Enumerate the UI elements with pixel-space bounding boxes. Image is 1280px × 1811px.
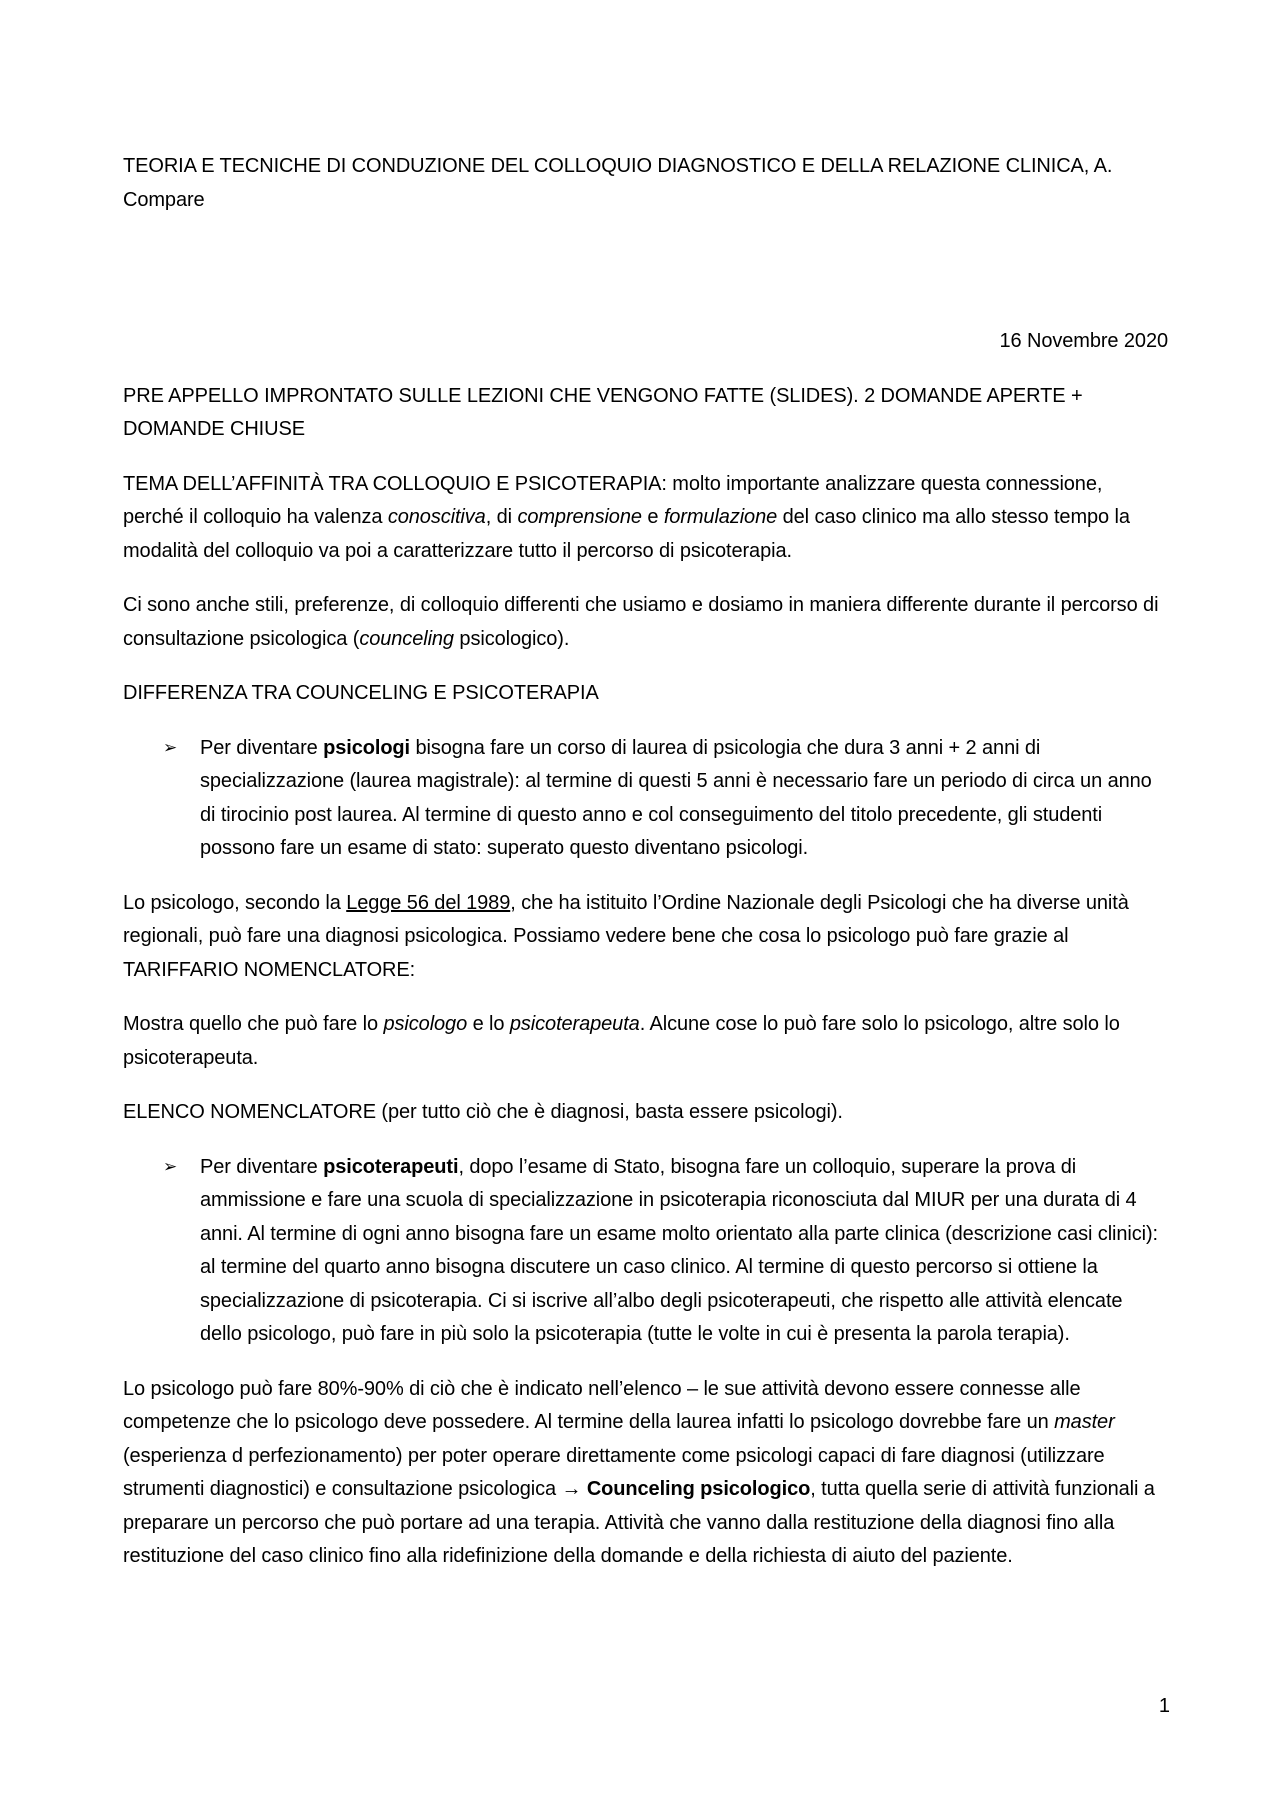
section-heading-differenza: DIFFERENZA TRA COUNCELING E PSICOTERAPIA (123, 682, 599, 704)
text-run: Mostra quello che può fare lo (123, 1013, 384, 1035)
document-body (123, 150, 1168, 1595)
italic-text: formulazione (663, 506, 778, 528)
italic-text: conoscitiva (387, 506, 486, 528)
paragraph-legge (123, 887, 1168, 988)
text-run: bisogna fare un corso di laurea di psicologia che dura 3 anni + 2 anni di specializzazione (laurea magistrale): al termine di questi 5 anni è necessario fare un periodo di circa un anno di tirocinio post laurea. Al termine di questo anno e col conseguimento del titolo precedente, gli studenti possono fare un esame di stato: superato questo diventano psicologi. (200, 736, 1152, 859)
paragraph-affinita (123, 468, 1168, 569)
italic-text: psicologo (383, 1013, 468, 1035)
right-arrow-icon: → (561, 1478, 582, 1500)
bullet-item-psicoterapeuti (123, 1151, 1168, 1352)
bold-text: psicoterapeuti (323, 1155, 459, 1178)
paragraph-stili (123, 589, 1168, 656)
paragraph-psicologo-percentuale (123, 1373, 1168, 1574)
text-run: , dopo l’esame di Stato, bisogna fare un colloquio, superare la prova di ammissione e fare una scuola di specializzazione in psicoterapia riconosciuta dal MIUR per una durata di 4 anni. Al termine di ogni anno bisogna fare un esame molto orientato alla parte clinica (descrizione casi clinici): al termine del quarto anno bisogna discutere un caso clinico. Al termine di questo percorso si ottiene la specializzazione di psicoterapia. Ci si iscrive all’albo degli psicoterapeuti, che rispetto alle attività elencate dello psicologo, può fare in più solo la psicoterapia (tutte le volte in cui è presenta la parola terapia). (200, 1155, 1159, 1345)
document-date: 16 Novembre 2020 (999, 330, 1168, 352)
underlined-law-reference: Legge 56 del 1989 (346, 891, 511, 914)
text-run: Ci sono anche stili, preferenze, di colloquio differenti che usiamo e dosiamo in maniera differente durante il percorso di consultazione psicologica ( (123, 594, 1159, 650)
italic-text: counceling (359, 627, 454, 650)
text-run: Per diventare (200, 736, 324, 759)
text-run: , che ha istituito l’Ordine Nazionale degli Psicologi che ha diverse unità regionali, può fare una diagnosi psicologica. Possiamo vedere bene che cosa lo psicologo può fare grazie al TARIFFARIO NOMENCLATORE: (123, 891, 1129, 981)
paragraph-pre-appello: PRE APPELLO IMPRONTATO SULLE LEZIONI CHE VENGONO FATTE (SLIDES). 2 DOMANDE APERTE + DOMANDE CHIUSE (123, 384, 1083, 440)
text-run: . Alcune cose lo può fare solo lo psicologo, altre solo lo psicoterapeuta. (123, 1013, 1120, 1069)
text-run: Per diventare (200, 1155, 324, 1178)
italic-text: master (1054, 1411, 1115, 1433)
text-run: del caso clinico ma allo stesso tempo la modalità del colloquio va poi a caratterizzare tutto il percorso di psicoterapia. (123, 506, 1130, 562)
text-run: TEMA DELL’AFFINITÀ TRA COLLOQUIO E PSICOTERAPIA: molto importante analizzare questa connessione, perché il colloquio ha valenza (123, 472, 1103, 528)
text-run: e (641, 506, 664, 528)
paragraph-elenco: ELENCO NOMENCLATORE (per tutto ciò che è diagnosi, basta essere psicologi). (123, 1101, 843, 1123)
text-run: , tutta quella serie di attività funzionali a preparare un percorso che può portare ad una terapia. Attività che vanno dalla restituzione della diagnosi fino alla restituzione del caso clinico fino alla ridefinizione della domande e della richiesta di aiuto del paziente. (123, 1478, 1155, 1567)
text-run: , di (485, 506, 518, 528)
bold-text: psicologi (323, 736, 411, 759)
text-run: Lo psicologo può fare 80%-90% di ciò che è indicato nell’elenco – le sue attività devono essere connesse alle competenze che lo psicologo deve possedere. Al termine della laurea infatti lo psicologo dovrebbe fare un (123, 1377, 1081, 1433)
paragraph-mostra (123, 1008, 1168, 1075)
arrow-bullet-icon: ➢ (163, 1156, 178, 1177)
text-run: (esperienza d perfezionamento) per poter operare direttamente come psicologi capaci di fare diagnosi (utilizzare strumenti diagnostici) e consultazione psicologica (123, 1444, 1105, 1500)
italic-text: comprensione (517, 506, 642, 528)
bold-text: Counceling psicologico (586, 1478, 811, 1500)
page-number: 1 (1158, 1695, 1170, 1717)
document-title: TEORIA E TECNICHE DI CONDUZIONE DEL COLLOQUIO DIAGNOSTICO E DELLA RELAZIONE CLINICA, A. Compare (123, 155, 1113, 211)
text-run: psicologico). (453, 627, 570, 650)
text-run: e lo (467, 1013, 510, 1035)
italic-text: psicoterapeuta (509, 1013, 640, 1035)
text-run: Lo psicologo, secondo la (123, 891, 347, 914)
arrow-bullet-icon: ➢ (163, 737, 178, 758)
bullet-item-psicologi (123, 732, 1168, 866)
